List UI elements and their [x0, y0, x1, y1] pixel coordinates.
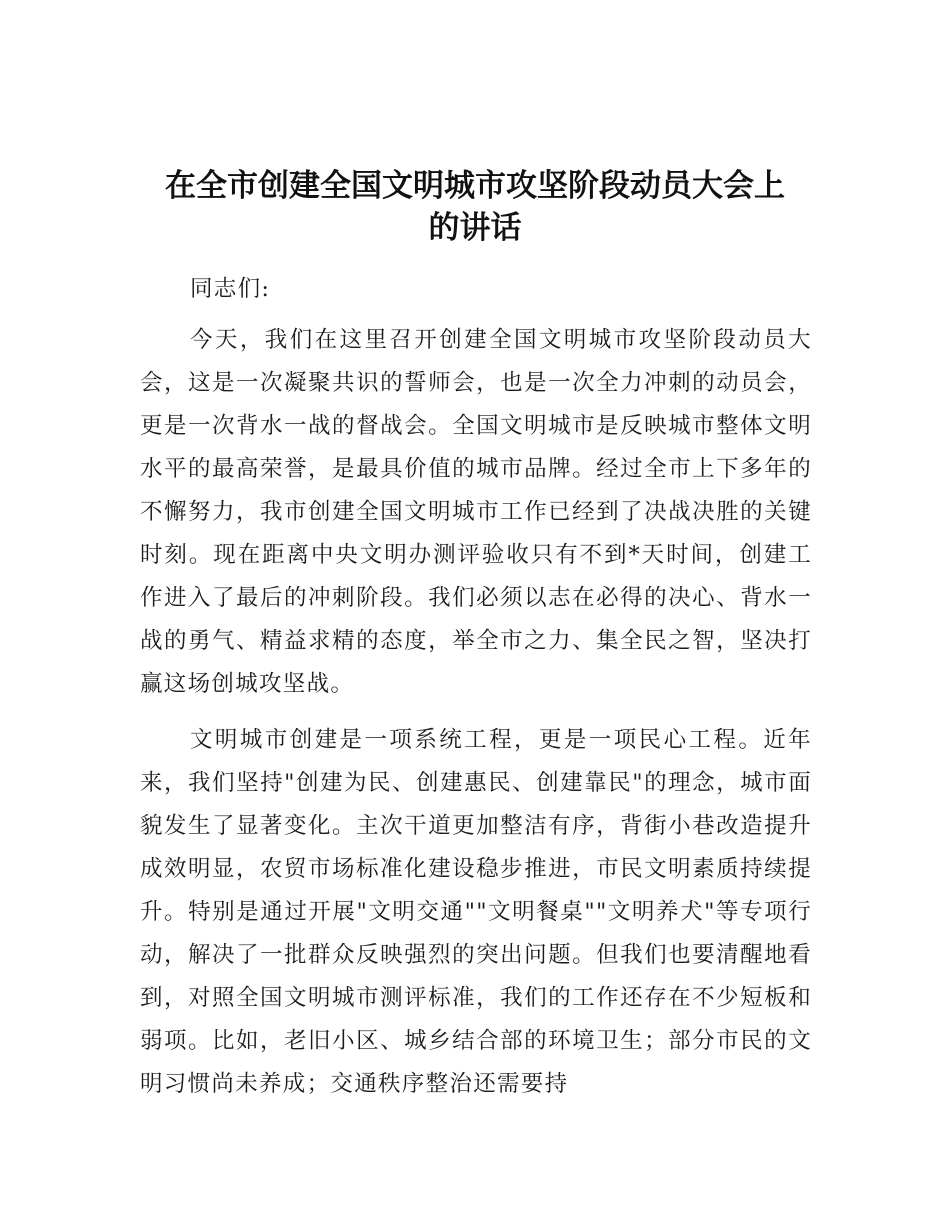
paragraph-1: 今天，我们在这里召开创建全国文明城市攻坚阶段动员大会，这是一次凝聚共识的誓师会，也是一次全力冲刺的动员会，更是一次背水一战的督战会。全国文明城市是反映城市整体文明水平的最高荣誉，是最具价值的城市品牌。经过全市上下多年的不懈努力，我市创建全国文明城市工作已经到了决战决胜的关键时刻。现在距离中央文明办测评验收只有不到*天时间，创建工作进入了最后的冲刺阶段。我们必须以志在必得的决心、背水一战的勇气、精益求精的态度，举全市之力、集全民之智，坚决打赢这场创城攻坚战。	[140, 327, 812, 697]
document-title	[140, 165, 810, 249]
paragraph-2: 文明城市创建是一项系统工程，更是一项民心工程。近年来，我们坚持"创建为民、创建惠民、创建靠民"的理念，城市面貌发生了显著变化。主次干道更加整洁有序，背街小巷改造提升成效明显，农贸市场标准化建设稳步推进，市民文明素质持续提升。特别是通过开展"文明交通""文明餐桌""文明养犬"等专项行动，解决了一批群众反映强烈的突出问题。但我们也要清醒地看到，对照全国文明城市测评标准，我们的工作还存在不少短板和弱项。比如，老旧小区、城乡结合部的环境卫生；部分市民的文明习惯尚未养成；交通秩序整治还需要持	[140, 727, 812, 1097]
title-line-1: 在全市创建全国文明城市攻坚阶段动员大会上	[165, 168, 785, 204]
title-line-2: 的讲话	[428, 210, 522, 246]
salutation: 同志们:	[190, 276, 271, 302]
